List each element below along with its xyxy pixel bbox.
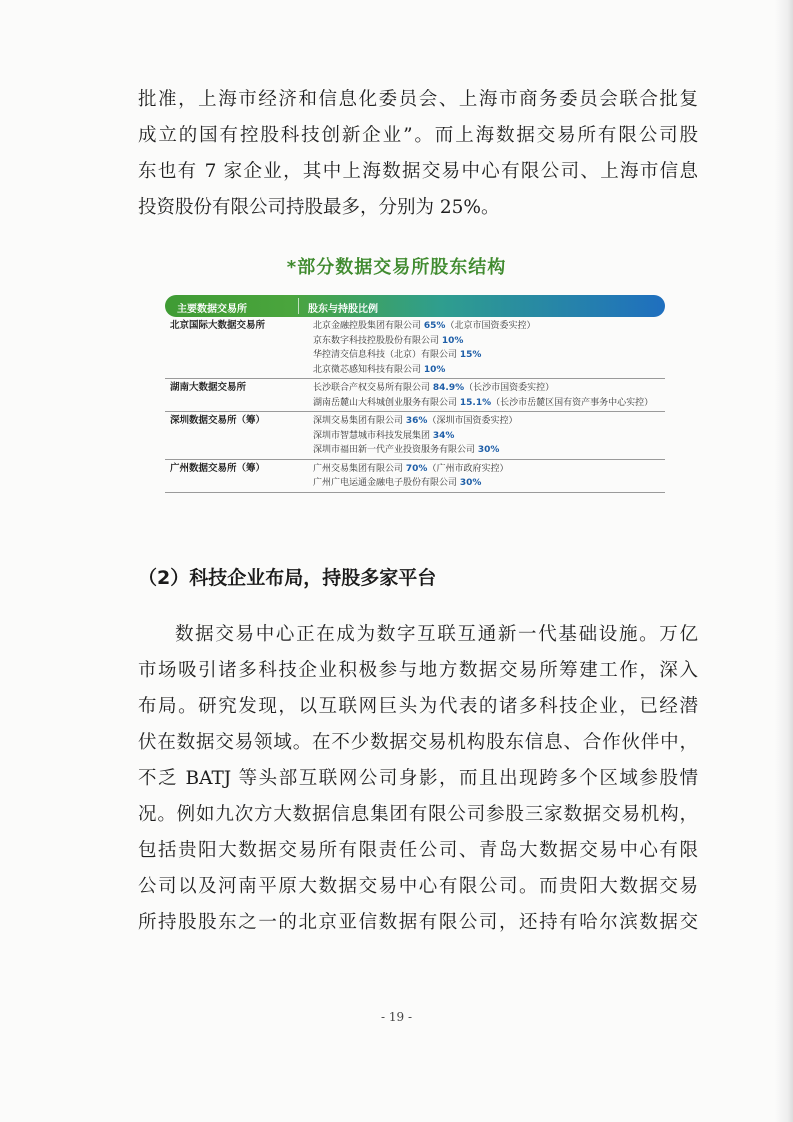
exchange-name: 湖南大数据交易所	[170, 382, 247, 393]
paragraph-line: 伏在数据交易领域。在不少数据交易机构股东信息、合作伙伴中，	[138, 732, 698, 753]
paragraph-line: 布局。研究发现，以互联网巨头为代表的诸多科技企业，已经潜	[138, 696, 698, 717]
table-row: 北京微芯感知科技有限公司 10%	[313, 364, 446, 375]
table-row: 深圳市福田新一代产业投资服务有限公司 30%	[313, 445, 500, 455]
table-row: 深圳交易集团有限公司 36%（深圳市国资委实控）	[313, 416, 518, 426]
paragraph-line: 不乏 BATJ 等头部互联网公司身影，而且出现跨多个区域参股情	[138, 768, 698, 789]
table-row: 深圳市智慧城市科技发展集团 34%	[313, 430, 455, 441]
paragraph-line: 包括贵阳大数据交易所有限责任公司、青岛大数据交易中心有限	[138, 840, 698, 861]
paragraph-line: 投资股份有限公司持股最多，分别为 25%。	[138, 197, 500, 218]
share-pct: 36%	[405, 416, 428, 426]
table-row: 华控清交信息科技（北京）有限公司 15%	[313, 350, 482, 360]
share-pct: 15.1%	[459, 397, 492, 408]
table-row: 广州广电运通金融电子股份有限公司 30%	[313, 478, 482, 488]
table-caption: *部分数据交易所股东结构	[286, 257, 507, 278]
table-row: 湖南岳麓山大科城创业服务有限公司 15.1%（长沙市岳麓区国有资产事务中心实控）	[313, 397, 654, 408]
page-edge-shadow	[775, 0, 793, 1122]
table-group	[165, 379, 665, 412]
share-pct: 30%	[477, 445, 500, 455]
paragraph-line: 市场吸引诸多科技企业积极参与地方数据交易所筹建工作，深入	[138, 660, 698, 681]
share-pct: 34%	[432, 430, 455, 441]
page-number: - 19 -	[380, 1010, 412, 1024]
table-row: 长沙联合产权交易所有限公司 84.9%（长沙市国资委实控）	[313, 383, 555, 393]
table-row: 京东数字科技控股股份有限公司 10%	[313, 335, 464, 346]
share-pct: 15%	[459, 350, 482, 360]
share-pct: 70%	[405, 463, 428, 474]
paragraph-line: 数据交易中心正在成为数字互联互通新一代基础设施。万亿	[175, 624, 698, 645]
paragraph-line: 所持股股东之一的北京亚信数据有限公司，还持有哈尔滨数据交	[138, 912, 698, 933]
share-pct: 10%	[423, 364, 446, 375]
table-group	[165, 460, 665, 493]
share-pct: 10%	[441, 335, 464, 346]
paragraph-line: 公司以及河南平原大数据交易中心有限公司。而贵阳大数据交易	[138, 876, 698, 897]
paragraph-2	[138, 617, 698, 941]
exchange-name: 深圳数据交易所（筹）	[170, 415, 266, 426]
column-header-shareholders: 股东与持股比例	[308, 304, 378, 315]
table-group	[165, 317, 665, 379]
paragraph-line: 成立的国有控股科技创新企业”。而上海数据交易所有限公司股	[138, 125, 698, 146]
header-divider	[298, 298, 299, 314]
shareholder-table	[165, 295, 665, 493]
table-row: 广州交易集团有限公司 70%（广州市政府实控）	[313, 463, 509, 474]
paragraph-line: 东也有 7 家企业，其中上海数据交易中心有限公司、上海市信息	[138, 161, 698, 182]
table-group	[165, 412, 665, 460]
exchange-name: 广州数据交易所（筹）	[170, 462, 266, 474]
exchange-name: 北京国际大数据交易所	[170, 320, 266, 331]
table-row: 北京金融控股集团有限公司 65%（北京市国资委实控）	[313, 321, 536, 331]
table-header	[165, 295, 665, 317]
share-pct: 65%	[423, 321, 446, 331]
share-pct: 84.9%	[432, 383, 465, 393]
paragraph-line: 批准，上海市经济和信息化委员会、上海市商务委员会联合批复	[138, 89, 698, 110]
paragraph-line: 况。例如九次方大数据信息集团有限公司参股三家数据交易机构，	[138, 804, 698, 825]
paragraph-1	[138, 82, 698, 226]
column-header-exchange: 主要数据交易所	[177, 304, 247, 315]
share-pct: 30%	[459, 478, 482, 488]
section-title: （2）科技企业布局，持股多家平台	[138, 567, 437, 589]
